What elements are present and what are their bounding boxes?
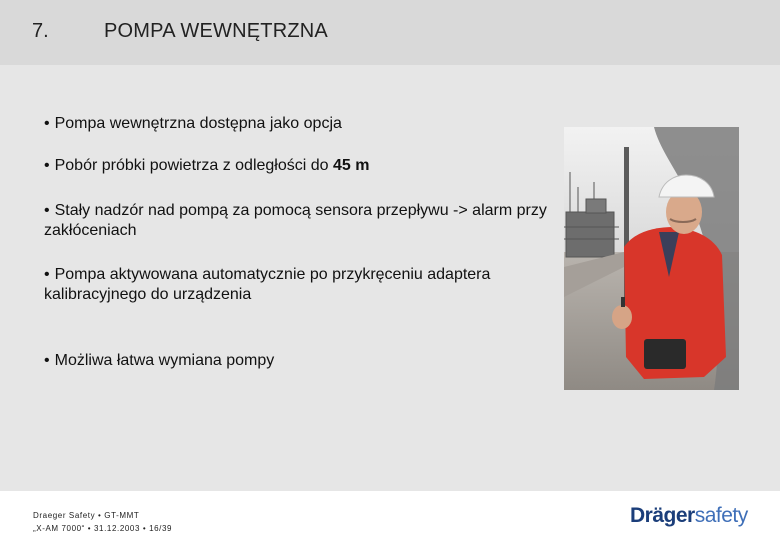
slide-number: 7.	[32, 20, 49, 42]
bullet-text: Pompa wewnętrzna dostępna jako opcja	[54, 115, 342, 132]
slide-title: POMPA WEWNĘTRZNA	[104, 20, 328, 42]
bullet-marker: •	[44, 266, 50, 283]
bullet-item	[44, 201, 564, 241]
bullet-item	[44, 114, 564, 134]
bullet-marker: •	[44, 202, 50, 219]
slide-header	[0, 0, 780, 65]
bullet-text: Pompa aktywowana automatycznie po przykręceniu adaptera kalibracyjnego do urządzenia	[44, 266, 491, 303]
bullet-item	[44, 156, 564, 176]
logo-draeger: Dräger	[630, 504, 695, 527]
bullet-emphasis: 45 m	[332, 157, 370, 174]
bullet-text: Stały nadzór nad pompą za pomocą sensora przepływu -> alarm przy zakłóceniach	[44, 202, 547, 239]
bullet-text: Pobór próbki powietrza z odległości do	[54, 157, 333, 174]
bullet-marker: •	[44, 352, 50, 369]
bullet-item	[44, 265, 564, 305]
worker-hand	[612, 305, 632, 329]
worker-photo	[564, 127, 739, 390]
bullet-text: Możliwa łatwa wymiana pompy	[54, 352, 275, 369]
slide-footer	[0, 491, 780, 540]
footer-doc-info: „X-AM 7000“ • 31.12.2003 • 16/39	[33, 524, 173, 533]
bullet-marker: •	[44, 157, 50, 174]
logo-safety: safety	[694, 504, 748, 527]
footer-company: Draeger Safety • GT-MMT	[33, 511, 140, 520]
bullet-marker: •	[44, 115, 50, 132]
bullet-item	[44, 351, 564, 371]
instrument	[644, 339, 686, 369]
draeger-safety-logo	[630, 503, 748, 529]
